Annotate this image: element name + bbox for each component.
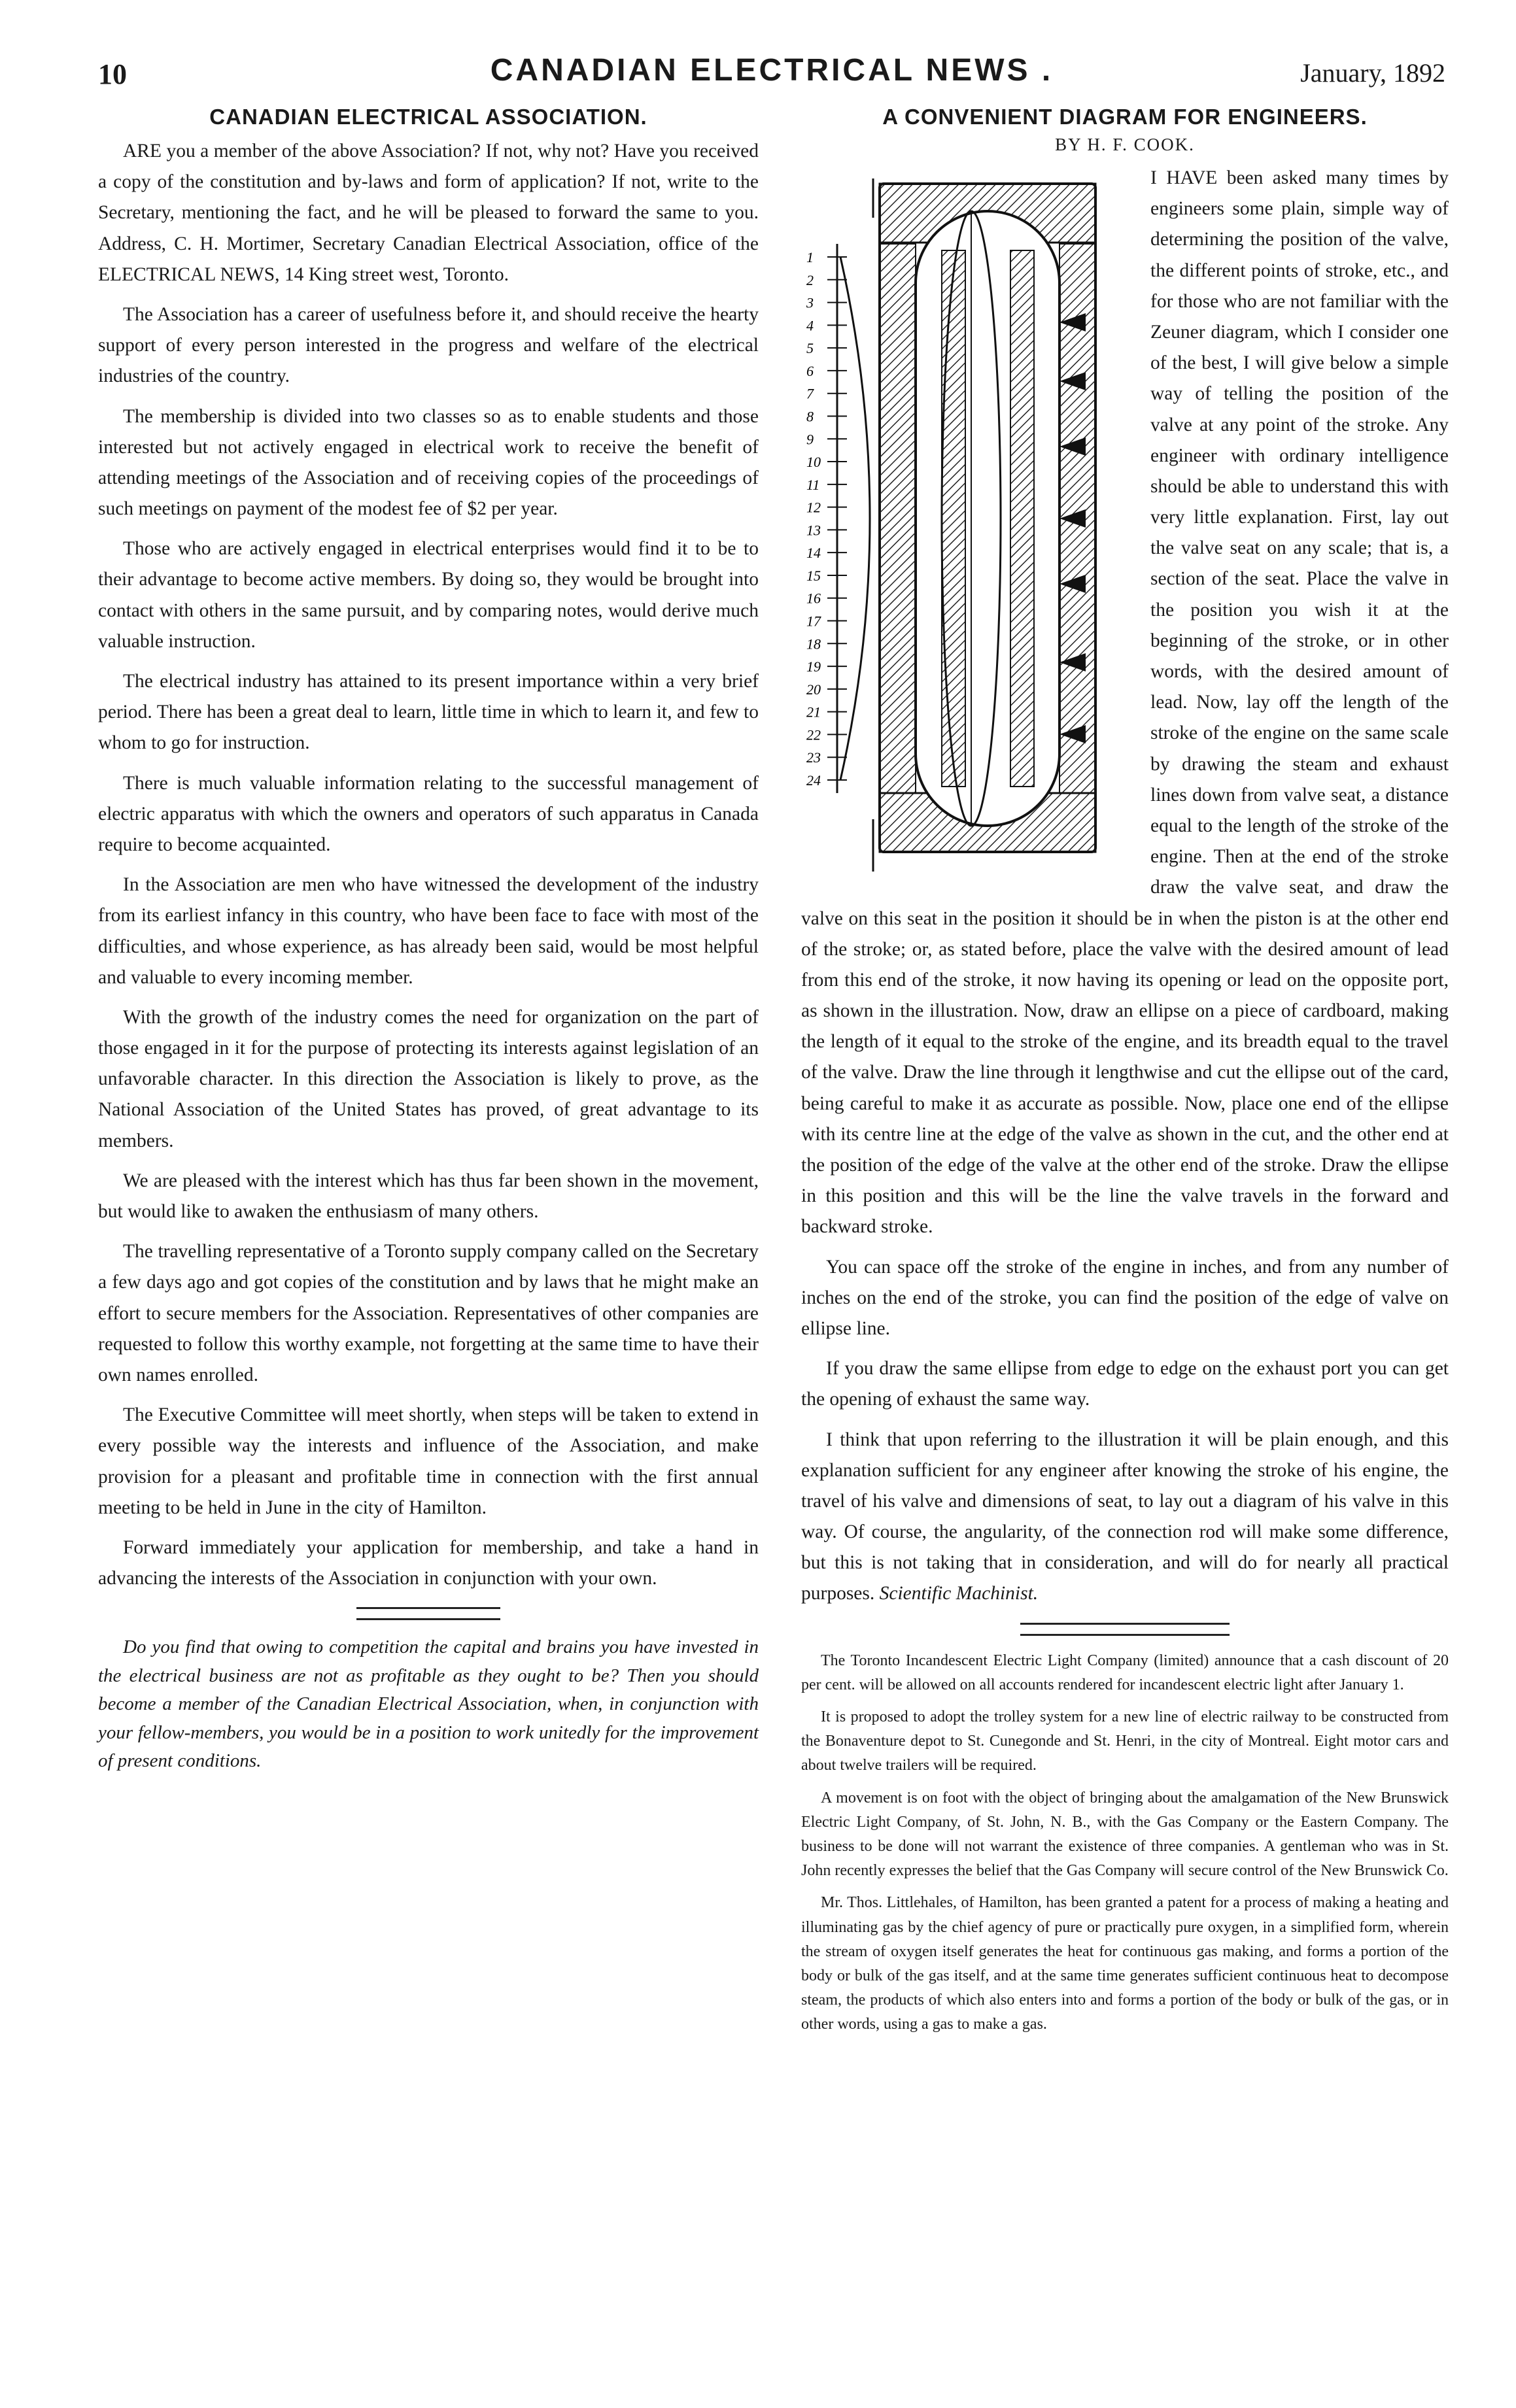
paragraph: With the growth of the industry comes the need for organization on the part of those engaged in it for the purpose of protecting its interests against legislation of an unfavorable character. In this direction the Association is likely to prove, as the National Association of the United States has proved, of great advantage to its members. <box>98 1006 759 1151</box>
paragraph: We are pleased with the interest which has thus far been shown in the movement, but would like to awaken the enthusiasm of many others. <box>98 1170 759 1222</box>
valve-chamber <box>916 211 1059 826</box>
news-item: Mr. Thos. Littlehales, of Hamilton, has been granted a patent for a process of making a heating and illuminating gas by the chief agency of pure or practically pure oxygen, in a simplified form, wherein the stream of oxygen itself generates the heat for continuous gas making, and forms a portion of the body or bulk of the gas itself, and at the same time generates sufficient continuous heat to decompose steam, the products of which also enters into and forms a portion of the body or bulk of the gas, or in other words, using a gas to make a gas. <box>801 1894 1449 2033</box>
scale-number: 15 <box>806 567 821 584</box>
scale-number: 17 <box>806 613 821 630</box>
scale-number: 2 <box>806 271 814 288</box>
left-column <box>98 105 759 1776</box>
article-title: CANADIAN ELECTRICAL ASSOCIATION. <box>209 105 647 129</box>
scale-number: 24 <box>806 772 821 789</box>
divider-rule <box>1020 1623 1230 1636</box>
paragraph: ARE you a member of the above Association? If not, why not? Have you received a copy of the constitution and by-laws and form of application? If not, write to the Secretary, mentioning the fact, and he will be pleased to forward the same to you. Address, C. H. Mortimer, Secretary Canadian Electrical Association, office of the ELECTRICAL NEWS, 14 King street west, Toronto. <box>98 141 759 285</box>
scale-number: 3 <box>806 294 814 311</box>
italic-note: Do you find that owing to competition the capital and brains you have invested in the electrical business are not as profitable as they ought to be? Then you should become a member of the Canadian Electrical Association, when, in conjunction with your fellow-members, you would be in a position to work unitedly for the improvement of present conditions. <box>98 1636 759 1772</box>
steam-line <box>942 250 965 787</box>
paragraph: The membership is divided into two classes so as to enable students and those interested but not actively engaged in electrical work to receive the benefit of attending meetings of the Association and of receiving copies of the proceedings of such meetings on payment of the modest fee of $2 per year. <box>98 405 759 520</box>
scale-number: 4 <box>806 317 814 334</box>
scale-number: 23 <box>806 749 821 766</box>
scale-number: 9 <box>806 431 814 448</box>
intro-text: I HAVE been asked many times by engineers some plain, simple way of determining the position of the valve, the different points of stroke, etc., and for those who are not familiar with the Zeuner diagram, which I consider one of the best, I will give below a simple way of telling the position of the valve at any point of the stroke. Any engineer with ordinary intelligence should be able to understand this with very little explanation. First, lay out the valve seat on any scale; that is, a section of the seat. Place the valve in the position you wish it at the beginning of the stroke, or in other words, with the desired amount of lead. Now, lay off the length of the stroke of the engine on the same scale by drawing the steam and exhaust lines down from valve seat, a distance equal to the length of the stroke of the engine. Then at the end of the stroke draw the valve seat, and draw the valve on this seat in the position it should be in when the piston is at the other end of the stroke; or, as stated before, place the valve with the desired amount of lead from this end of the stroke, it now having its opening or lead on the opposite port, as shown in the illustration. Now, draw an ellipse on a piece of cardboard, making the length of it equal to the stroke of the engine, and its breadth equal to the travel of the valve. Draw the line through it lengthwise and cut the ellipse out of the card, being careful to make it as accurate as possible. Now, place one end of the ellipse with its centre line at the edge of the valve as shown in the cut, and the other end at the position of the edge of the valve at the other end of the stroke. Draw the ellipse in this position and this will be the line the valve travels in the forward and backward stroke. <box>801 167 1449 1238</box>
scale-number: 10 <box>806 454 821 471</box>
article-title: A CONVENIENT DIAGRAM FOR ENGINEERS. <box>882 105 1368 129</box>
divider-rule <box>356 1607 500 1620</box>
valve-diagram <box>801 165 1141 878</box>
scale-number: 1 <box>806 249 814 265</box>
paragraph: The Association has a career of usefulness before it, and should receive the hearty support of every person interested in the progress and welfare of the electrical industries of the country. <box>98 303 759 387</box>
scale-number: 7 <box>806 385 814 402</box>
issue-date: January, 1892 <box>1300 58 1445 88</box>
byline: BY H. F. COOK. <box>1055 135 1195 154</box>
scale-number: 5 <box>806 340 814 357</box>
scale-number: 12 <box>806 499 821 516</box>
scale-curve <box>840 257 870 780</box>
scale-number: 8 <box>806 408 814 425</box>
exhaust-line <box>1010 250 1034 787</box>
scale-number: 6 <box>806 362 814 379</box>
paragraph-text: I think that upon referring to the illustration it will be plain enough, and this explanation sufficient for any engineer after knowing the stroke of his engine, the travel of his valve and dimensions of seat, to lay out a diagram of his valve in this way. Of course, the angularity, of the connection rod will make some difference, but this is not taking that in consideration, and will do for nearly all practical purposes. <box>801 1429 1449 1604</box>
scale-number: 22 <box>806 726 821 743</box>
paragraph: If you draw the same ellipse from edge to edge on the exhaust port you can get the opening of exhaust the same way. <box>801 1358 1449 1410</box>
news-item: The Toronto Incandescent Electric Light Company (limited) announce that a cash discount of 20 per cent. will be allowed on all accounts rendered for incandescent electric light after January 1. <box>801 1652 1449 1693</box>
news-item: It is proposed to adopt the trolley system for a new line of electric railway to be constructed from the Bonaventure depot to St. Cunegonde and St. Henri, in the city of Montreal. Eight motor cars and about twelve trailers will be required. <box>801 1708 1449 1774</box>
scale-number: 21 <box>806 704 821 721</box>
scale-number: 19 <box>806 658 821 675</box>
valve-diagram-figure <box>801 165 1141 878</box>
scale-number: 11 <box>806 476 820 493</box>
scale-number: 16 <box>806 590 821 607</box>
paragraph: Forward immediately your application for membership, and take a hand in advancing the interests of the Association in conjunction with your own. <box>98 1536 759 1589</box>
paragraph: You can space off the stroke of the engine in inches, and from any number of inches on the end of the stroke, you can find the position of the edge of valve on ellipse line. <box>801 1256 1449 1339</box>
intro-paragraph <box>801 163 1449 1243</box>
left-port-wall <box>880 244 916 793</box>
masthead <box>98 51 1445 97</box>
paragraph: There is much valuable information relating to the successful management of electric apparatus with which the owners and operators of such apparatus in Canada require to become acquainted. <box>98 772 759 855</box>
scale-number: 18 <box>806 636 821 653</box>
paragraph: Those who are actively engaged in electrical enterprises would find it to be to their advantage to become active members. By doing so, they would be brought into contact with others in the same pursuit, and by comparing notes, would derive much valuable instruction. <box>98 538 759 652</box>
paragraph <box>801 1425 1449 1610</box>
paragraph: The electrical industry has attained to its present importance within a very brief period. There has been a great deal to learn, little time in which to learn it, and few to whom to go for instruction. <box>98 671 759 754</box>
publication-title: CANADIAN ELECTRICAL NEWS . <box>490 53 1054 88</box>
paragraph: The Executive Committee will meet shortly, when steps will be taken to extend in every possible way the interests and influence of the Association, and make provision for a pleasant and profitable time in connection with the first annual meeting to be held in June in the city of Hamilton. <box>98 1404 759 1518</box>
paragraph: The travelling representative of a Toronto supply company called on the Secretary a few days ago and got copies of the constitution and by laws that he might make an effort to secure members for the Association. Representatives of other companies are requested to follow this worthy example, not forgetting at the same time to have their own names enrolled. <box>98 1241 759 1385</box>
news-item: A movement is on foot with the object of bringing about the amalgamation of the New Brunswick Electric Light Company, of St. John, N. B., with the Gas Company or the Eastern Company. The business to be done will not warrant the existence of three companies. A gentleman who was in St. John recently expresses the belief that the Gas Company will secure control of the New Brunswick Co. <box>801 1789 1449 1880</box>
right-column <box>801 105 1449 2044</box>
page-number: 10 <box>98 58 127 90</box>
source-credit: Scientific Machinist. <box>879 1583 1039 1604</box>
scale-ticks <box>806 249 847 789</box>
scale-number: 20 <box>806 681 821 698</box>
scale-number: 13 <box>806 522 821 539</box>
scale-number: 14 <box>806 545 821 562</box>
paragraph: In the Association are men who have witnessed the development of the industry from its earliest infancy in this country, who have been face to face with most of the difficulties, and whose experience, as has already been said, would be most helpful and valuable to every incoming member. <box>98 874 759 988</box>
